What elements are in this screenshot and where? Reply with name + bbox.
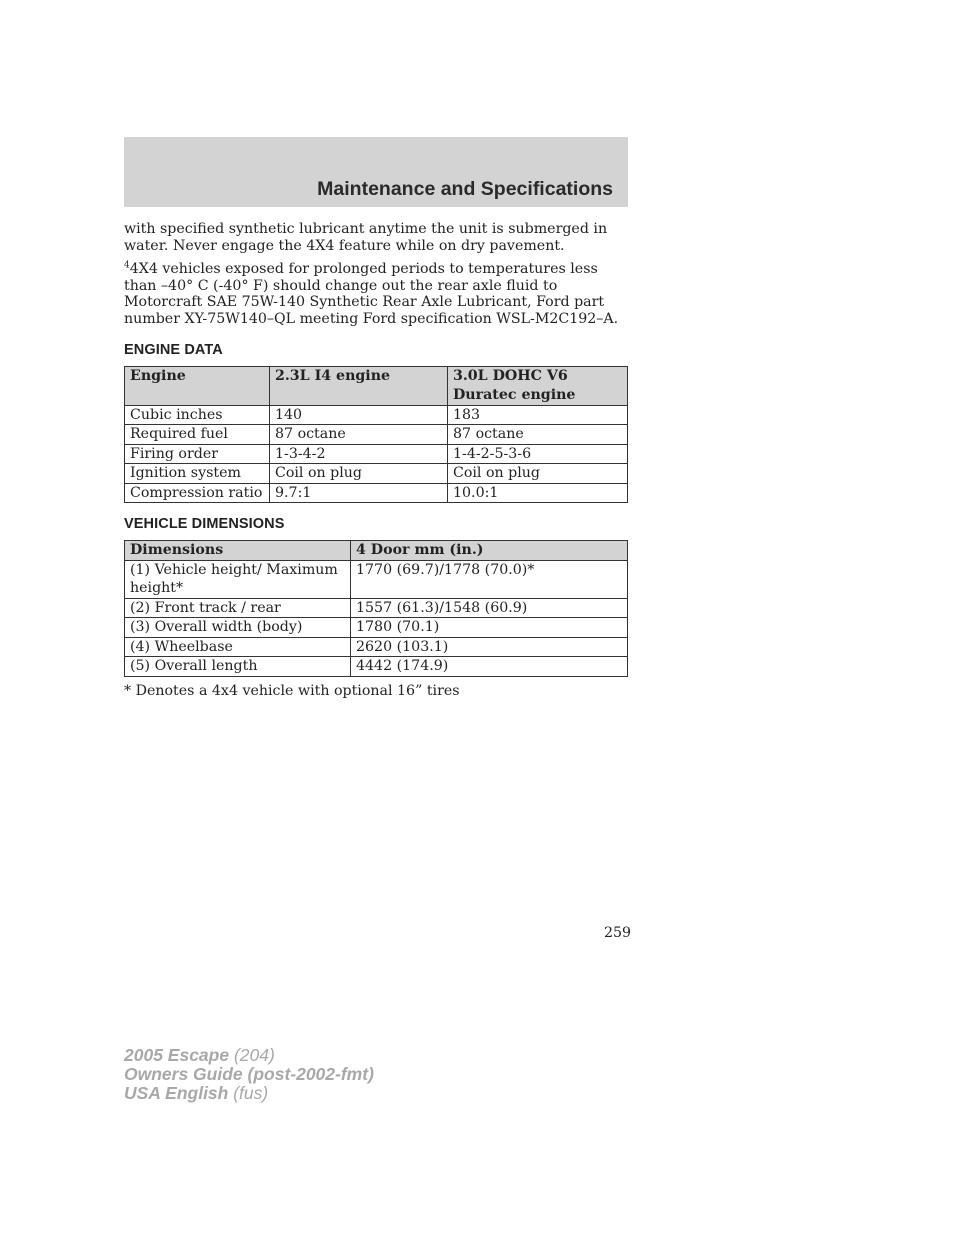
- footer-guide: Owners Guide (post-2002-fmt): [124, 1064, 374, 1084]
- column-header: 3.0L DOHC V6 Duratec engine: [448, 366, 628, 405]
- table-cell: 9.7:1: [270, 483, 448, 503]
- table-cell: 1770 (69.7)/1778 (70.0)*: [351, 560, 628, 598]
- table-cell: Firing order: [125, 444, 270, 464]
- footer-model-code: (204): [229, 1045, 275, 1065]
- table-row: [125, 618, 628, 638]
- column-header: Dimensions: [125, 540, 351, 560]
- table-footnote: * Denotes a 4x4 vehicle with optional 16” tires: [124, 682, 460, 699]
- table-cell: 1557 (61.3)/1548 (60.9): [351, 598, 628, 618]
- page-number: 259: [604, 925, 632, 941]
- table-row: [125, 464, 628, 484]
- table-cell: Coil on plug: [448, 464, 628, 484]
- table-cell: 2620 (103.1): [351, 637, 628, 657]
- vehicle-dimensions-table: [124, 540, 628, 677]
- table-row: [125, 444, 628, 464]
- engine-data-table: [124, 366, 628, 504]
- table-row: [125, 657, 628, 677]
- table-cell: (1) Vehicle height/ Maximum height*: [125, 560, 351, 598]
- table-row: [125, 637, 628, 657]
- column-header: 4 Door mm (in.): [351, 540, 628, 560]
- table-cell: Compression ratio: [125, 483, 270, 503]
- table-row: [125, 483, 628, 503]
- table-cell: 1-4-2-5-3-6: [448, 444, 628, 464]
- table-cell: 1-3-4-2: [270, 444, 448, 464]
- footer-language: USA English: [124, 1083, 229, 1103]
- table-cell: 1780 (70.1): [351, 618, 628, 638]
- vehicle-dimensions-heading: VEHICLE DIMENSIONS: [124, 516, 285, 532]
- footnote-paragraph: [124, 261, 628, 327]
- column-header: Engine: [125, 366, 270, 405]
- footnote-marker: 4: [124, 260, 130, 271]
- table-cell: Ignition system: [125, 464, 270, 484]
- footer-model: 2005 Escape: [124, 1045, 230, 1065]
- table-header-row: [125, 540, 628, 560]
- table-cell: (2) Front track / rear: [125, 598, 351, 618]
- table-row: [125, 425, 628, 445]
- table-cell: 183: [448, 405, 628, 425]
- document-footer: [124, 1046, 374, 1103]
- table-cell: Coil on plug: [270, 464, 448, 484]
- column-header: 2.3L I4 engine: [270, 366, 448, 405]
- table-cell: 140: [270, 405, 448, 425]
- footer-line-3: [124, 1084, 374, 1103]
- table-cell: (3) Overall width (body): [125, 618, 351, 638]
- table-cell: 4442 (174.9): [351, 657, 628, 677]
- table-cell: (5) Overall length: [125, 657, 351, 677]
- table-row: [125, 560, 628, 598]
- footer-line-2: [124, 1065, 374, 1084]
- body-paragraph: with specified synthetic lubricant anytime the unit is submerged in water. Never engage the 4X4 feature while on dry pavement.: [124, 221, 608, 254]
- footer-line-1: [124, 1046, 374, 1065]
- table-cell: 87 octane: [270, 425, 448, 445]
- table-cell: (4) Wheelbase: [125, 637, 351, 657]
- page-content: [124, 221, 628, 699]
- table-cell: 10.0:1: [448, 483, 628, 503]
- table-row: [125, 598, 628, 618]
- section-title: Maintenance and Specifications: [317, 178, 613, 200]
- footer-language-code: (fus): [228, 1083, 269, 1103]
- section-header-band: [124, 137, 628, 207]
- table-cell: Cubic inches: [125, 405, 270, 425]
- engine-data-heading: ENGINE DATA: [124, 342, 223, 358]
- table-row: [125, 405, 628, 425]
- footnote-text: 4X4 vehicles exposed for prolonged periods to temperatures less than –40° C (-40° F) should change out the rear axle fluid to Motorcraft SAE 75W-140 Synthetic Rear Axle Lubricant, Ford part number XY-75W140–QL meeting Ford specification WSL-M2C192–A.: [124, 261, 619, 327]
- table-cell: 87 octane: [448, 425, 628, 445]
- table-cell: Required fuel: [125, 425, 270, 445]
- table-header-row: [125, 366, 628, 405]
